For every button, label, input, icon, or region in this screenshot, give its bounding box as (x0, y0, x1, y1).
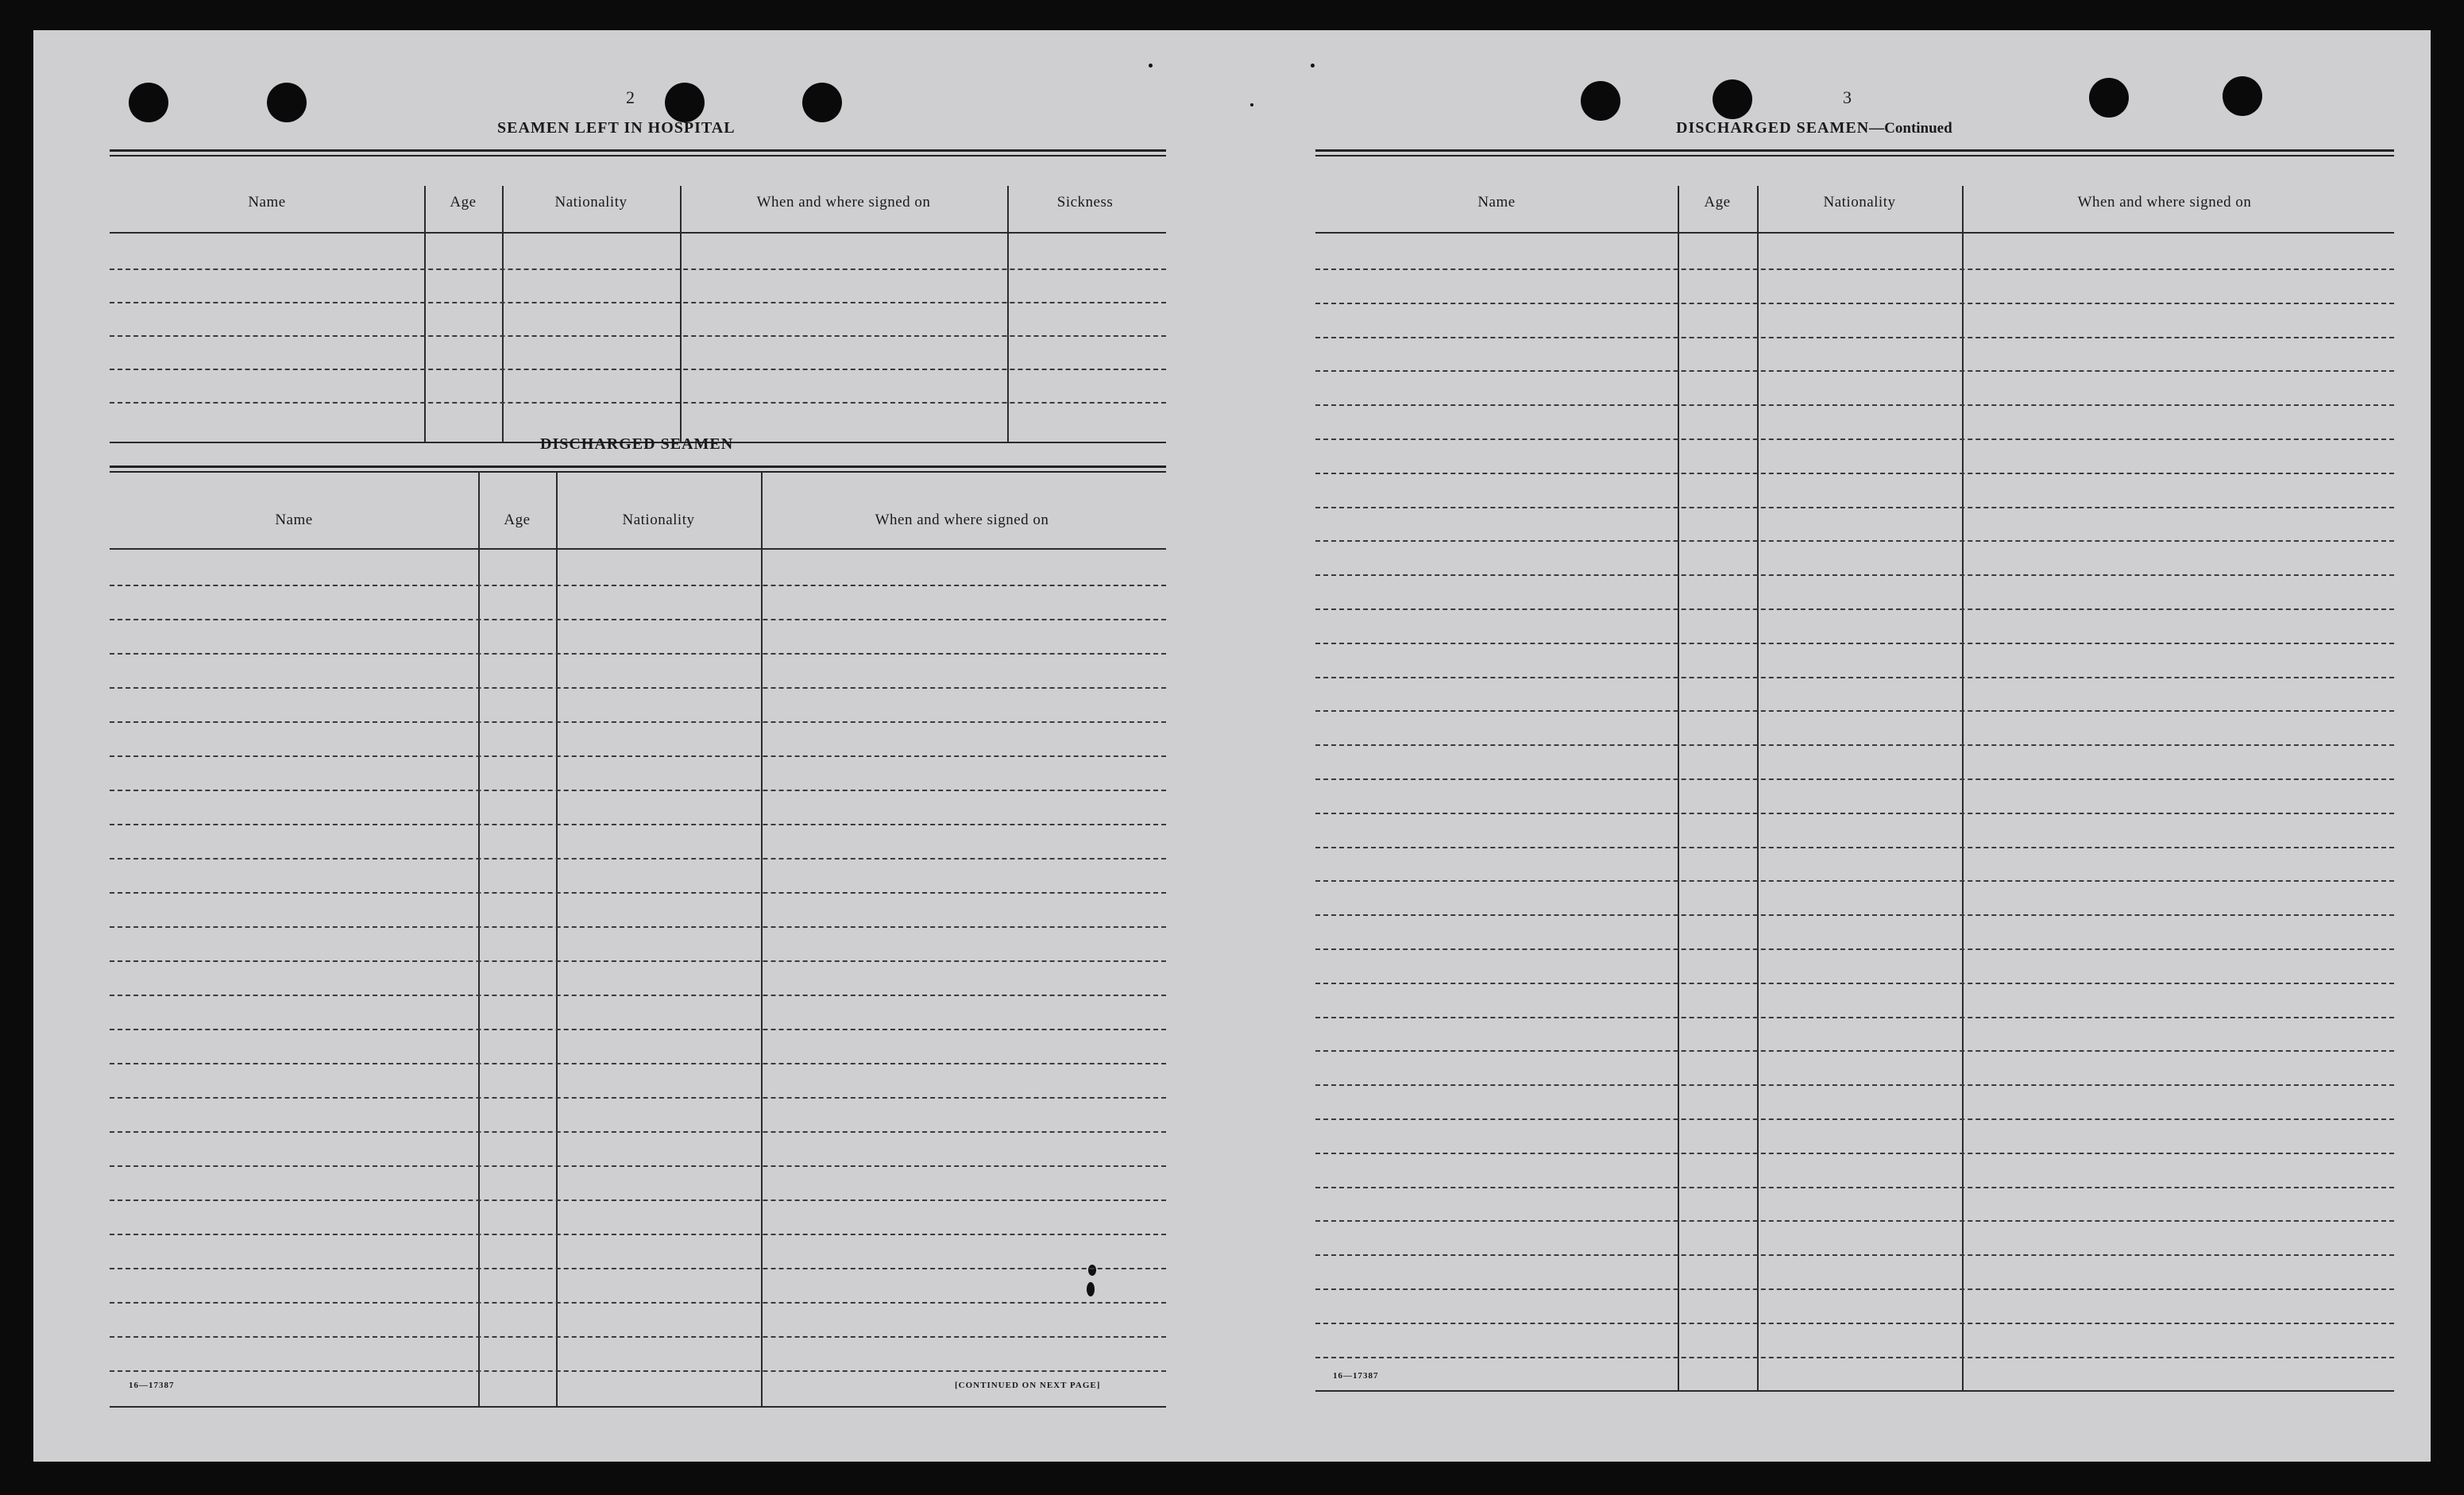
entry-row[interactable] (110, 824, 1166, 825)
entry-row[interactable] (110, 302, 1166, 303)
entry-row[interactable] (1315, 303, 2394, 304)
header-underline (1315, 232, 2394, 234)
entry-row[interactable] (1315, 847, 2394, 848)
entry-row[interactable] (110, 858, 1166, 860)
entry-row[interactable] (110, 995, 1166, 996)
entry-row[interactable] (1315, 1220, 2394, 1222)
title-main: DISCHARGED SEAMEN (1676, 119, 1870, 137)
entry-row[interactable] (1315, 507, 2394, 508)
ink-speck (1250, 103, 1253, 106)
punch-hole (2223, 76, 2262, 116)
entry-row[interactable] (1315, 608, 2394, 610)
column-header-nationality: Nationality (554, 194, 628, 211)
hospital-table (110, 149, 1166, 446)
column-divider (478, 472, 480, 1406)
column-header-age: Age (1704, 194, 1731, 211)
ink-speck (1149, 64, 1153, 68)
entry-row[interactable] (1315, 710, 2394, 712)
entry-row[interactable] (110, 1063, 1166, 1064)
entry-row[interactable] (1315, 1050, 2394, 1052)
entry-row[interactable] (110, 1199, 1166, 1201)
entry-row[interactable] (110, 1097, 1166, 1099)
entry-row[interactable] (110, 653, 1166, 655)
double-rule (1315, 149, 2394, 156)
entry-row[interactable] (1315, 1118, 2394, 1120)
discharged-table-left (110, 465, 1166, 1408)
column-header-when-where: When and where signed on (2077, 194, 2252, 211)
entry-row[interactable] (110, 1234, 1166, 1235)
entry-row[interactable] (1315, 337, 2394, 338)
continued-note: [CONTINUED ON NEXT PAGE] (955, 1381, 1101, 1390)
column-header-age: Age (450, 194, 477, 211)
entry-row[interactable] (1315, 1187, 2394, 1188)
column-header-name: Name (1477, 194, 1516, 211)
entry-row[interactable] (1315, 540, 2394, 542)
discharged-table-right (1315, 149, 2394, 1393)
column-divider (1757, 186, 1759, 1390)
entry-row[interactable] (1315, 1323, 2394, 1324)
punch-hole (129, 83, 168, 122)
ink-speck (1311, 64, 1315, 68)
entry-row[interactable] (1315, 983, 2394, 984)
table-bottom (110, 1406, 1166, 1408)
entry-row[interactable] (110, 790, 1166, 791)
entry-row[interactable] (110, 1370, 1166, 1372)
double-rule (110, 149, 1166, 156)
entry-row[interactable] (110, 369, 1166, 370)
column-header-name: Name (248, 194, 286, 211)
entry-row[interactable] (1315, 1153, 2394, 1154)
entry-row[interactable] (110, 1131, 1166, 1133)
entry-row[interactable] (1315, 574, 2394, 576)
column-header-name: Name (275, 512, 313, 528)
punch-hole (2089, 78, 2129, 118)
column-header-nationality: Nationality (622, 512, 695, 528)
form-number: 16—17387 (1333, 1371, 1379, 1381)
page-number: 2 (626, 87, 635, 107)
entry-row[interactable] (1315, 268, 2394, 270)
entry-row[interactable] (110, 1268, 1166, 1269)
entry-row[interactable] (110, 335, 1166, 337)
entry-row[interactable] (110, 1336, 1166, 1338)
entry-row[interactable] (110, 585, 1166, 586)
hospital-section-title: SEAMEN LEFT IN HOSPITAL (497, 119, 736, 137)
column-header-when-where: When and where signed on (875, 512, 1049, 528)
discharged-continued-title (1676, 119, 1952, 137)
punch-hole (1581, 81, 1620, 121)
entry-row[interactable] (1315, 1357, 2394, 1358)
table-bottom (1315, 1390, 2394, 1392)
entry-row[interactable] (1315, 643, 2394, 644)
double-rule (110, 465, 1166, 473)
entry-row[interactable] (110, 268, 1166, 270)
ledger-sheet (33, 30, 2431, 1462)
entry-row[interactable] (1315, 473, 2394, 474)
entry-row[interactable] (110, 755, 1166, 757)
entry-row[interactable] (1315, 404, 2394, 406)
entry-row[interactable] (110, 926, 1166, 928)
column-divider (556, 472, 558, 1406)
entry-row[interactable] (110, 619, 1166, 620)
entry-row[interactable] (1315, 1017, 2394, 1018)
discharged-section-title: DISCHARGED SEAMEN (540, 435, 734, 453)
entry-row[interactable] (1315, 948, 2394, 950)
entry-row[interactable] (110, 892, 1166, 894)
title-suffix: —Continued (1869, 120, 1952, 137)
punch-hole (665, 83, 705, 122)
column-header-age: Age (504, 512, 531, 528)
column-divider (761, 472, 763, 1406)
entry-row[interactable] (110, 1165, 1166, 1167)
punch-hole (267, 83, 307, 122)
entry-row[interactable] (110, 960, 1166, 962)
entry-row[interactable] (1315, 813, 2394, 814)
punch-hole (802, 83, 842, 122)
entry-row[interactable] (1315, 370, 2394, 372)
entry-row[interactable] (1315, 778, 2394, 780)
entry-row[interactable] (110, 1029, 1166, 1030)
form-number: 16—17387 (129, 1381, 175, 1390)
entry-row[interactable] (1315, 438, 2394, 440)
header-underline (110, 548, 1166, 550)
entry-row[interactable] (110, 721, 1166, 723)
entry-row[interactable] (110, 402, 1166, 404)
column-divider (1678, 186, 1679, 1390)
column-header-sickness: Sickness (1056, 194, 1114, 211)
punch-hole (1713, 79, 1752, 119)
page-number: 3 (1843, 87, 1852, 107)
entry-row[interactable] (1315, 880, 2394, 882)
column-header-nationality: Nationality (1823, 194, 1896, 211)
entry-row[interactable] (110, 1302, 1166, 1304)
entry-row[interactable] (110, 687, 1166, 689)
entry-row[interactable] (1315, 1288, 2394, 1290)
column-divider (1962, 186, 1964, 1390)
entry-row[interactable] (1315, 677, 2394, 678)
entry-row[interactable] (1315, 744, 2394, 746)
entry-row[interactable] (1315, 1084, 2394, 1086)
column-header-when-where: When and where signed on (756, 194, 931, 211)
entry-row[interactable] (1315, 1254, 2394, 1256)
entry-row[interactable] (1315, 914, 2394, 916)
